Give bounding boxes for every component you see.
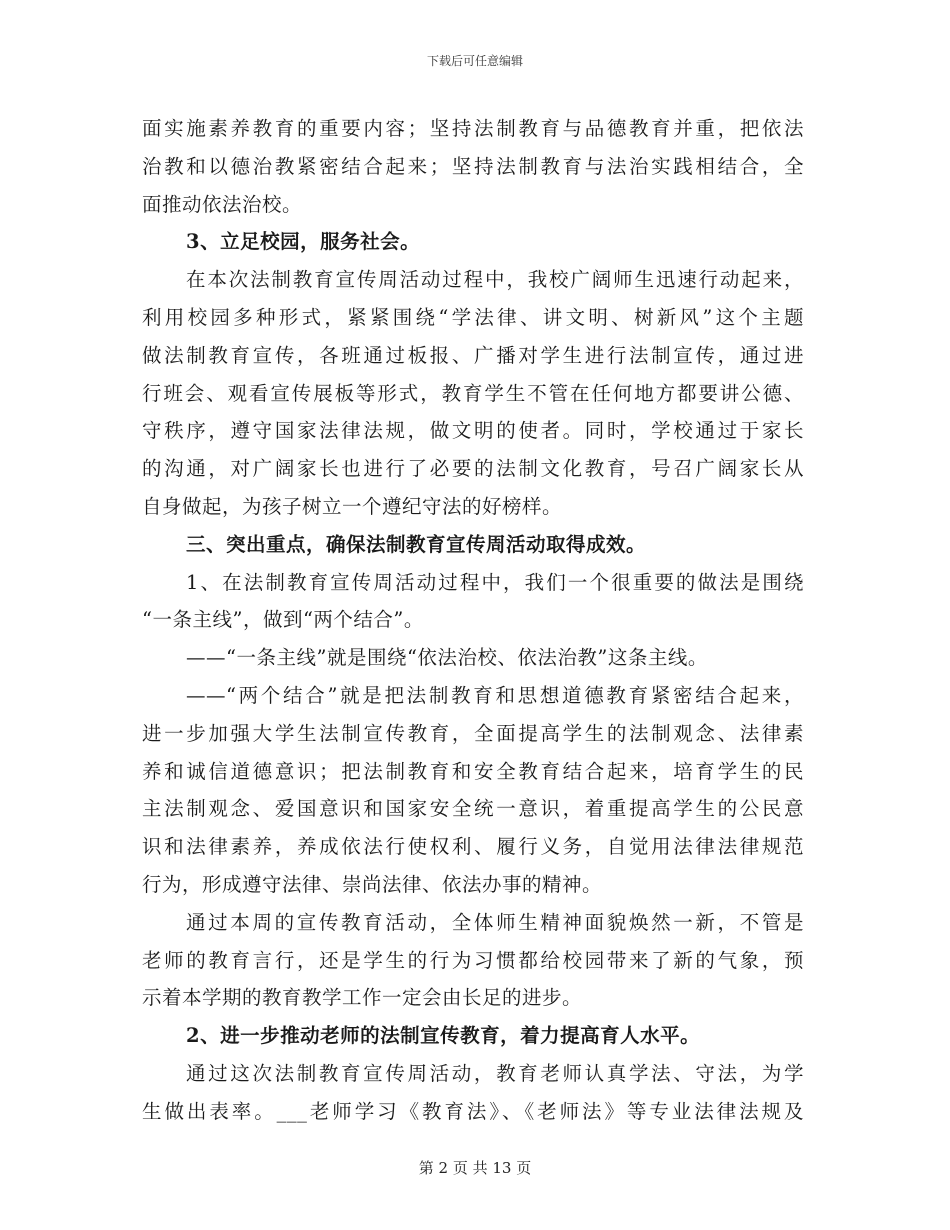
- paragraph-line: 进一步加强大学生法制宣传教育，全面提高学生的法制观念、法律素: [142, 721, 804, 745]
- paragraph-line: ——“两个结合”就是把法制教育和思想道德教育紧密结合起来，: [186, 683, 804, 707]
- section-heading-line: 三、突出重点，确保法制教育宣传周活动取得成效。: [186, 532, 647, 556]
- page-header: 下载后可任意编辑: [426, 54, 523, 68]
- paragraph-line: 自身做起，为孩子树立一个遵纪守法的好榜样。: [142, 494, 563, 518]
- paragraph-line: “一条主线”，做到“两个结合”。: [142, 608, 424, 632]
- paragraph-line: 老师的教育言行，还是学生的行为习惯都给校园带来了新的气象，预: [142, 948, 804, 972]
- paragraph-line: 通过这次法制教育宣传周活动，教育老师认真学法、守法，为学: [186, 1061, 804, 1085]
- paragraph-line: 做法制教育宣传，各班通过板报、广播对学生进行法制宣传，通过进: [142, 343, 804, 367]
- page-footer: 第 2 页 共 13 页: [418, 1159, 532, 1177]
- paragraph-line: 生做出表率。___老师学习《教育法》、《老师法》等专业法律法规及: [142, 1099, 804, 1123]
- paragraph-line: 1、在法制教育宣传周活动过程中，我们一个很重要的做法是围绕: [186, 570, 804, 594]
- paragraph-line: 的沟通，对广阔家长也进行了必要的法制文化教育，号召广阔家长从: [142, 457, 804, 481]
- paragraph-line: 示着本学期的教育教学工作一定会由长足的进步。: [142, 986, 583, 1010]
- paragraph-line: 守秩序，遵守国家法律法规，做文明的使者。同时，学校通过于家长: [142, 419, 804, 443]
- paragraph-line: 面推动依法治校。: [142, 192, 303, 216]
- section-heading-line: 2、进一步推动老师的法制宣传教育，着力提高育人水平。: [186, 1024, 701, 1048]
- section-heading-line: 3、立足校园，服务社会。: [186, 230, 421, 254]
- paragraph-line: 行班会、观看宣传展板等形式，教育学生不管在任何地方都要讲公德、: [142, 381, 804, 405]
- paragraph-line: 识和法律素养，养成依法行使权利、履行义务，自觉用法律法律规范: [142, 835, 804, 859]
- paragraph-line: 行为，形成遵守法律、崇尚法律、依法办事的精神。: [142, 872, 603, 896]
- paragraph-line: 治教和以德治教紧密结合起来；坚持法制教育与法治实践相结合，全: [142, 154, 804, 178]
- paragraph-line: ——“一条主线”就是围绕“依法治校、依法治教”这条主线。: [186, 646, 708, 670]
- document-body: [142, 110, 804, 1131]
- paragraph-line: 主法制观念、爱国意识和国家安全统一意识，着重提高学生的公民意: [142, 797, 804, 821]
- paragraph-line: 养和诚信道德意识；把法制教育和安全教育结合起来，培育学生的民: [142, 759, 804, 783]
- paragraph-line: 面实施素养教育的重要内容；坚持法制教育与品德教育并重，把依法: [142, 117, 804, 140]
- paragraph-line: 通过本周的宣传教育活动，全体师生精神面貌焕然一新，不管是: [186, 910, 804, 934]
- paragraph-line: 利用校园多种形式，紧紧围绕“学法律、讲文明、树新风”这个主题: [142, 305, 804, 329]
- paragraph-line: 在本次法制教育宣传周活动过程中，我校广阔师生迅速行动起来，: [186, 268, 804, 292]
